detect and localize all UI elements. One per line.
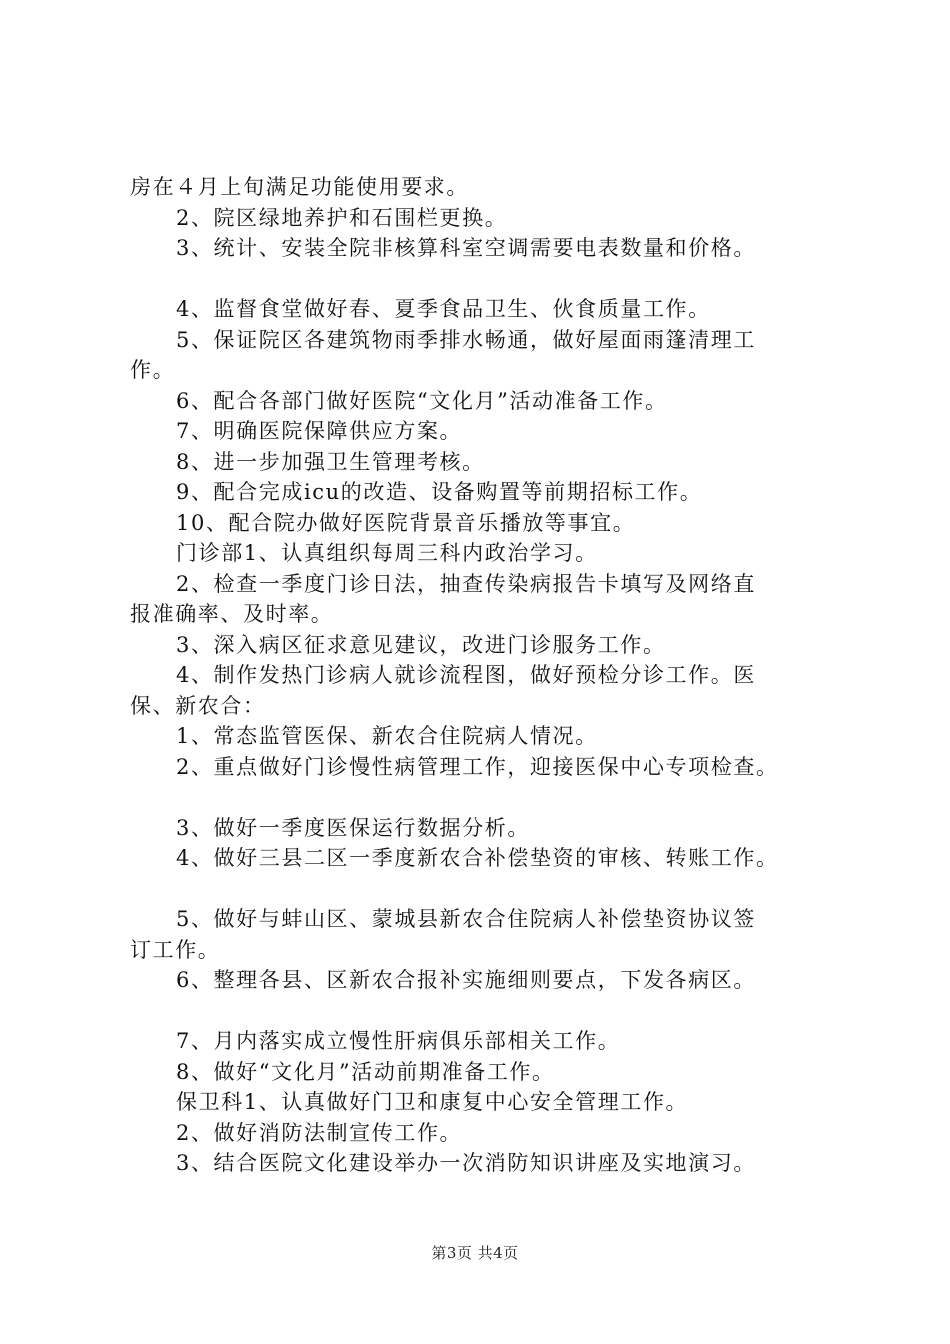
text-line: 3、做好一季度医保运行数据分析。: [176, 815, 530, 840]
text-line: 7、明确医院保障供应方案。: [176, 419, 463, 443]
text-line: 8、进一步加强卫生管理考核。: [176, 449, 485, 474]
text-line: 2、做好消防法制宣传工作。: [176, 1120, 463, 1145]
text-line: 订工作。: [130, 937, 221, 962]
text-line: 保卫科1、认真做好门卫和康复中心安全管理工作。: [176, 1090, 689, 1114]
text-line: 5、保证院区各建筑物雨季排水畅通，做好屋面雨篷清理工: [176, 327, 756, 352]
text-line: 6、配合各部门做好医院“文化月”活动准备工作。: [176, 388, 668, 413]
text-line: 门诊部1、认真组织每周三科内政治学习。: [176, 541, 598, 565]
text-line: 4、制作发热门诊病人就诊流程图，做好预检分诊工作。医: [176, 663, 756, 687]
text-line: 2、检查一季度门诊日法，抽查传染病报告卡填写及网络直: [176, 571, 756, 596]
text-line: 3、统计、安装全院非核算科室空调需要电表数量和价格。: [176, 236, 756, 260]
page-number-footer: 第3页 共4页: [431, 1244, 519, 1262]
text-line: 保、新农合：: [130, 693, 266, 718]
blank-line: [130, 782, 890, 813]
blank-line: [130, 264, 890, 295]
text-line: 3、深入病区征求意见建议，改进门诊服务工作。: [176, 632, 666, 657]
text-line: 9、配合完成icu的改造、设备购置等前期招标工作。: [176, 480, 703, 504]
text-line: 1、常态监管医保、新农合住院病人情况。: [176, 724, 598, 748]
blank-line: [130, 874, 890, 905]
text-line: 2、院区绿地养护和石围栏更换。: [176, 205, 508, 230]
text-line: 4、做好三县二区一季度新农合补偿垫资的审核、转账工作。: [176, 846, 779, 870]
text-line: 5、做好与蚌山区、蒙城县新农合住院病人补偿垫资协议签: [176, 907, 756, 931]
text-line: 报准确率、及时率。: [130, 602, 334, 626]
text-line: 6、整理各县、区新农合报补实施细则要点，下发各病区。: [176, 968, 756, 992]
text-line: 8、做好“文化月”活动前期准备工作。: [176, 1059, 555, 1084]
text-line: 10、配合院办做好医院背景音乐播放等事宜。: [176, 510, 636, 535]
text-line: 3、结合医院文化建设举办一次消防知识讲座及实地演习。: [176, 1151, 756, 1175]
text-line: 房在４月上旬满足功能使用要求。: [130, 175, 469, 199]
document-body: [130, 172, 890, 1179]
text-line: 7、月内落实成立慢性肝病俱乐部相关工作。: [176, 1029, 621, 1053]
text-line: 2、重点做好门诊慢性病管理工作，迎接医保中心专项检查。: [176, 754, 779, 779]
blank-line: [130, 996, 890, 1027]
text-line: 4、监督食堂做好春、夏季食品卫生、伙食质量工作。: [176, 297, 711, 321]
text-line: 作。: [130, 358, 176, 382]
